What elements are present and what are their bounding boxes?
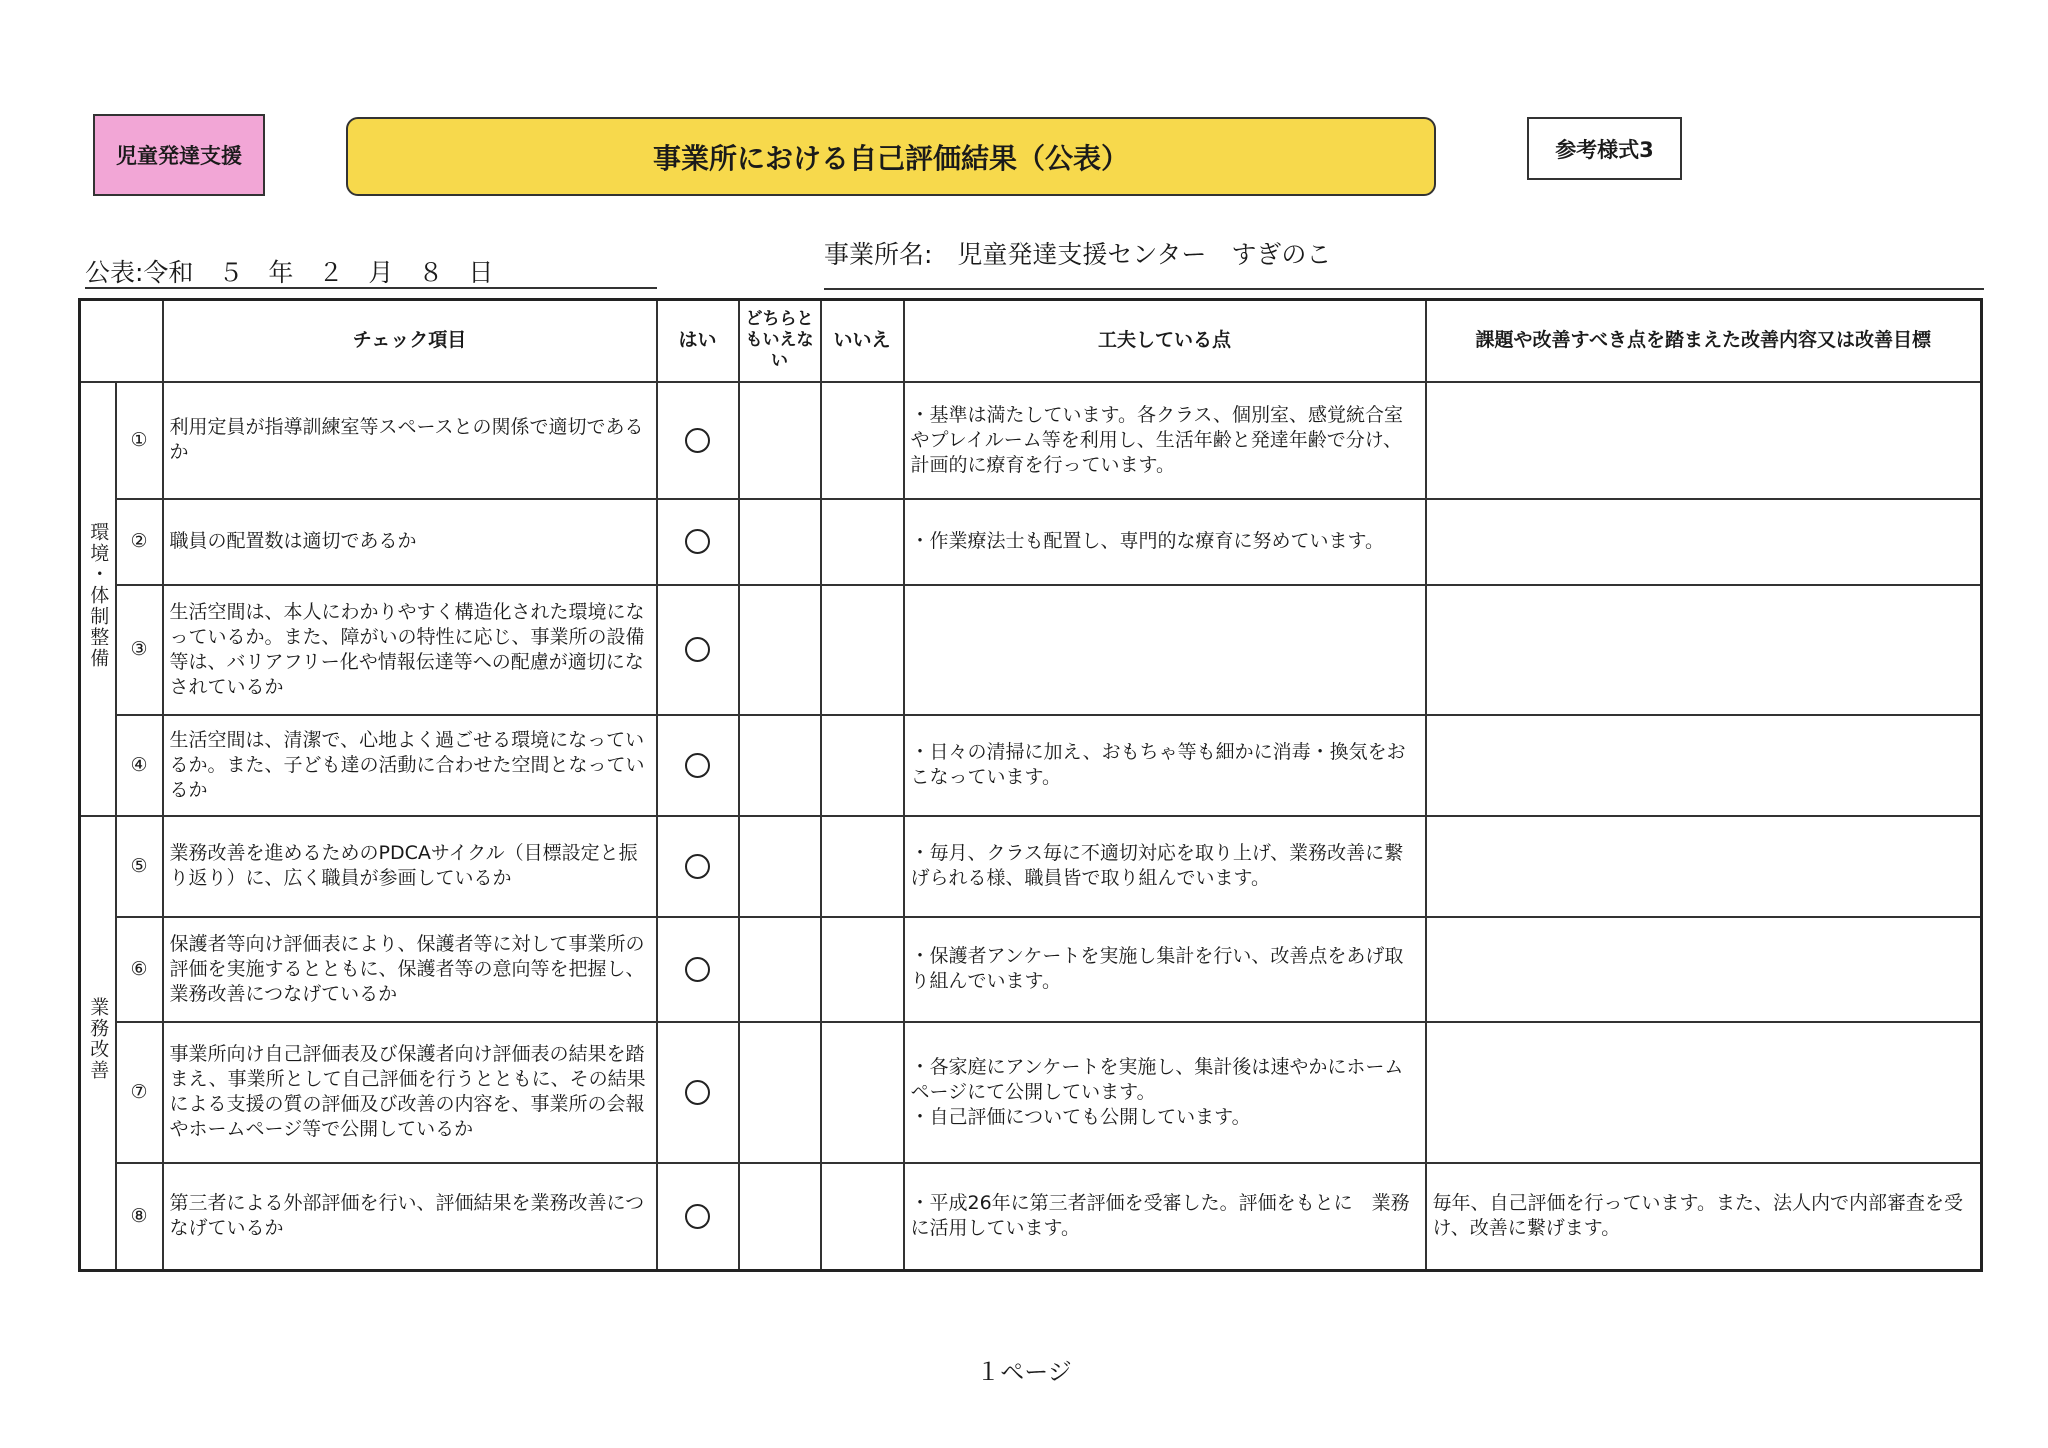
neither-mark bbox=[739, 715, 821, 816]
no-mark bbox=[821, 1022, 904, 1163]
table-row bbox=[80, 816, 1982, 917]
check-item: 業務改善を進めるためのPDCAサイクル（目標設定と振り返り）に、広く職員が参画しているか bbox=[163, 816, 657, 917]
no-mark bbox=[821, 816, 904, 917]
efforts-cell: ・作業療法士も配置し、専門的な療育に努めています。 bbox=[904, 499, 1426, 585]
yes-mark bbox=[657, 917, 739, 1022]
yes-mark bbox=[657, 382, 739, 499]
improvements-cell bbox=[1426, 382, 1982, 499]
check-item-header: チェック項目 bbox=[163, 300, 657, 382]
page-title: 事業所における自己評価結果（公表） bbox=[346, 117, 1436, 196]
circle-mark-icon bbox=[685, 529, 710, 554]
improvements-header: 課題や改善すべき点を踏まえた改善内容又は改善目標 bbox=[1426, 300, 1982, 382]
circle-mark-icon bbox=[685, 854, 710, 879]
neither-mark bbox=[739, 816, 821, 917]
no-mark bbox=[821, 499, 904, 585]
blank-header-cell bbox=[80, 300, 163, 382]
table-row bbox=[80, 585, 1982, 715]
no-mark bbox=[821, 585, 904, 715]
table-row bbox=[80, 715, 1982, 816]
check-item: 事業所向け自己評価表及び保護者向け評価表の結果を踏まえ、事業所として自己評価を行うとともに、その結果による支援の質の評価及び改善の内容を、事業所の会報やホームページ等で公開しているか bbox=[163, 1022, 657, 1163]
no-mark bbox=[821, 382, 904, 499]
row-number: ⑦ bbox=[116, 1022, 163, 1163]
row-number: ⑧ bbox=[116, 1163, 163, 1271]
neither-mark bbox=[739, 499, 821, 585]
efforts-cell: ・保護者アンケートを実施し集計を行い、改善点をあげ取り組んでいます。 bbox=[904, 917, 1426, 1022]
circle-mark-icon bbox=[685, 957, 710, 982]
category-environment: 環境・体制整備 bbox=[80, 382, 116, 816]
self-evaluation-table bbox=[78, 298, 1983, 1272]
office-name: 事業所名: 児童発達支援センター すぎのこ bbox=[824, 238, 1984, 290]
circle-mark-icon bbox=[685, 637, 710, 662]
row-number: ⑥ bbox=[116, 917, 163, 1022]
efforts-cell: ・各家庭にアンケートを実施し、集計後は速やかにホームページにて公開しています。 ・自己評価についても公開しています。 bbox=[904, 1022, 1426, 1163]
yes-mark bbox=[657, 585, 739, 715]
improvements-cell bbox=[1426, 715, 1982, 816]
no-mark bbox=[821, 917, 904, 1022]
category-business-improvement: 業務改善 bbox=[80, 816, 116, 1271]
no-mark bbox=[821, 1163, 904, 1271]
efforts-cell: ・日々の清掃に加え、おもちゃ等も細かに消毒・換気をおこなっています。 bbox=[904, 715, 1426, 816]
efforts-cell: ・平成26年に第三者評価を受審した。評価をもとに 業務に活用しています。 bbox=[904, 1163, 1426, 1271]
no-header: いいえ bbox=[821, 300, 904, 382]
neither-mark bbox=[739, 1163, 821, 1271]
neither-mark bbox=[739, 1022, 821, 1163]
improvements-cell bbox=[1426, 1022, 1982, 1163]
improvements-cell bbox=[1426, 585, 1982, 715]
check-item: 職員の配置数は適切であるか bbox=[163, 499, 657, 585]
improvements-cell bbox=[1426, 499, 1982, 585]
efforts-header: 工夫している点 bbox=[904, 300, 1426, 382]
improvements-cell bbox=[1426, 917, 1982, 1022]
check-item: 第三者による外部評価を行い、評価結果を業務改善につなげているか bbox=[163, 1163, 657, 1271]
yes-mark bbox=[657, 1022, 739, 1163]
table-row bbox=[80, 917, 1982, 1022]
circle-mark-icon bbox=[685, 753, 710, 778]
row-number: ① bbox=[116, 382, 163, 499]
row-number: ③ bbox=[116, 585, 163, 715]
no-mark bbox=[821, 715, 904, 816]
check-item: 利用定員が指導訓練室等スペースとの関係で適切であるか bbox=[163, 382, 657, 499]
neither-header: どちらともいえない bbox=[739, 300, 821, 382]
neither-mark bbox=[739, 585, 821, 715]
check-item: 保護者等向け評価表により、保護者等に対して事業所の評価を実施するとともに、保護者等の意向等を把握し、業務改善につなげているか bbox=[163, 917, 657, 1022]
publication-date: 公表:令和 ５ 年 ２ 月 ８ 日 bbox=[85, 258, 657, 289]
yes-mark bbox=[657, 715, 739, 816]
yes-mark bbox=[657, 1163, 739, 1271]
neither-mark bbox=[739, 382, 821, 499]
circle-mark-icon bbox=[685, 428, 710, 453]
efforts-cell bbox=[904, 585, 1426, 715]
efforts-cell: ・基準は満たしています。各クラス、個別室、感覚統合室やプレイルーム等を利用し、生活年齢と発達年齢で分け、計画的に療育を行っています。 bbox=[904, 382, 1426, 499]
row-number: ④ bbox=[116, 715, 163, 816]
row-number: ⑤ bbox=[116, 816, 163, 917]
check-item: 生活空間は、清潔で、心地よく過ごせる環境になっているか。また、子ども達の活動に合わせた空間となっているか bbox=[163, 715, 657, 816]
circle-mark-icon bbox=[685, 1080, 710, 1105]
improvements-cell: 毎年、自己評価を行っています。また、法人内で内部審査を受け、改善に繋げます。 bbox=[1426, 1163, 1982, 1271]
neither-mark bbox=[739, 917, 821, 1022]
table-row bbox=[80, 1022, 1982, 1163]
improvements-cell bbox=[1426, 816, 1982, 917]
table-row bbox=[80, 382, 1982, 499]
efforts-cell: ・毎月、クラス毎に不適切対応を取り上げ、業務改善に繋げられる様、職員皆で取り組んでいます。 bbox=[904, 816, 1426, 917]
table-row bbox=[80, 499, 1982, 585]
check-item: 生活空間は、本人にわかりやすく構造化された環境になっているか。また、障がいの特性に応じ、事業所の設備等は、バリアフリー化や情報伝達等への配慮が適切になされているか bbox=[163, 585, 657, 715]
yes-mark bbox=[657, 499, 739, 585]
row-number: ② bbox=[116, 499, 163, 585]
service-type-badge: 児童発達支援 bbox=[93, 114, 265, 196]
table-row bbox=[80, 1163, 1982, 1271]
yes-header: はい bbox=[657, 300, 739, 382]
form-label: 参考様式3 bbox=[1527, 117, 1682, 180]
page-number: １ページ bbox=[976, 1358, 1072, 1386]
circle-mark-icon bbox=[685, 1204, 710, 1229]
yes-mark bbox=[657, 816, 739, 917]
